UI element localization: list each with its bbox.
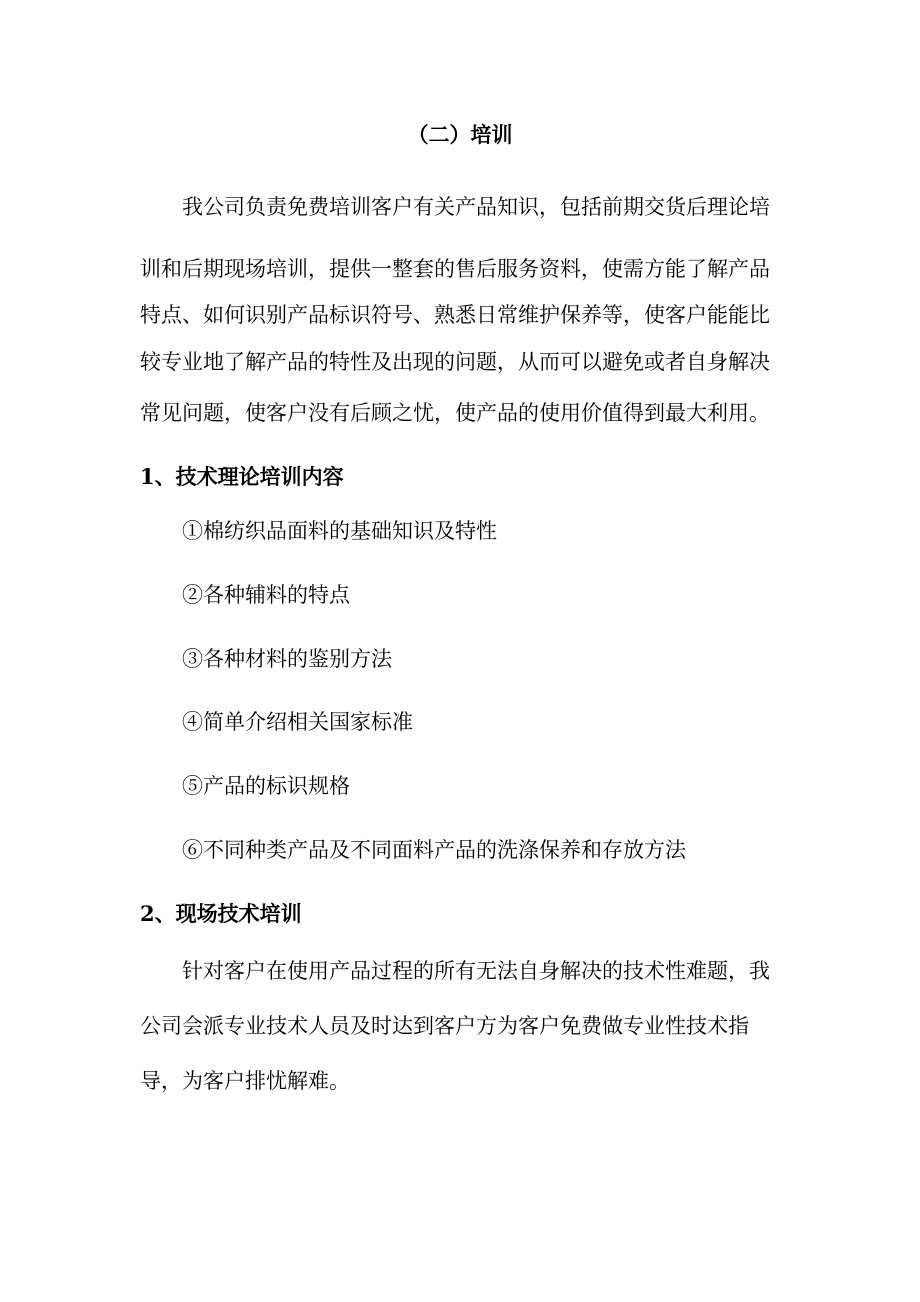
section1-heading: 1、技术理论培训内容 xyxy=(140,464,344,489)
section2-line-2: 公司会派专业技术人员及时达到客户方为客户免费做专业性技术指 xyxy=(140,1014,749,1038)
intro-line-4: 较专业地了解产品的特性及出现的问题，从而可以避免或者自身解决 xyxy=(140,350,770,374)
section1-item-5: ⑤产品的标识规格 xyxy=(182,774,350,798)
section1-item-2: ②各种辅料的特点 xyxy=(182,583,350,607)
intro-line-1: 我公司负责免费培训客户有关产品知识，包括前期交货后理论培 xyxy=(182,195,770,219)
section1-item-1: ①棉纺织品面料的基础知识及特性 xyxy=(182,519,497,543)
section1-item-3: ③各种材料的鉴别方法 xyxy=(182,647,392,671)
intro-line-3: 特点、如何识别产品标识符号、熟悉日常维护保养等，使客户能能比 xyxy=(140,303,770,327)
section1-item-6: ⑥不同种类产品及不同面料产品的洗涤保养和存放方法 xyxy=(182,838,686,862)
section1-item-4: ④简单介绍相关国家标准 xyxy=(182,710,413,734)
intro-line-5: 常见问题，使客户没有后顾之忧，使产品的使用价值得到最大利用。 xyxy=(140,401,770,425)
section2-line-3: 导，为客户排忧解难。 xyxy=(140,1069,350,1093)
section2-heading: 2、现场技术培训 xyxy=(140,901,302,926)
section2-line-1: 针对客户在使用产品过程的所有无法自身解决的技术性难题，我 xyxy=(182,959,770,983)
intro-line-2: 训和后期现场培训，提供一整套的售后服务资料，使需方能了解产品 xyxy=(140,257,770,281)
section-title: （二）培训 xyxy=(407,122,513,147)
